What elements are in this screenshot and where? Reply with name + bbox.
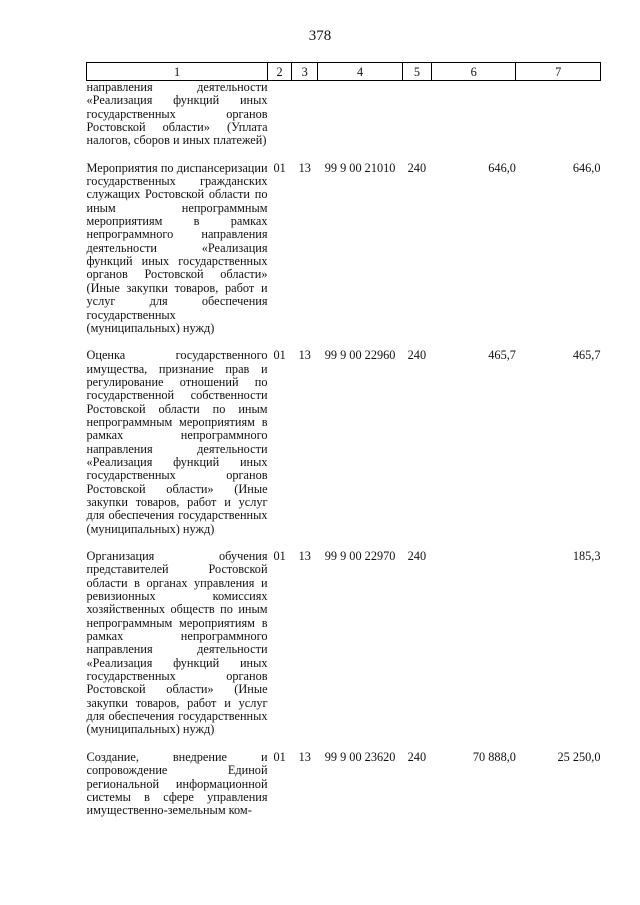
- row-section: [268, 81, 292, 148]
- row-expense-type: 240: [407, 749, 427, 764]
- row-subsection: 13: [298, 160, 311, 175]
- row-target-article: 99 9 00 22970: [324, 549, 396, 563]
- row-target-article: 99 9 00 21010: [324, 160, 396, 175]
- row-subsection: 13: [298, 549, 311, 563]
- header-col-1: 1: [87, 63, 268, 81]
- row-subsection: 13: [298, 749, 311, 764]
- row-section: 01: [273, 160, 286, 175]
- header-col-2: 2: [268, 63, 292, 81]
- header-col-6: 6: [431, 63, 515, 81]
- row-amount-1: 646,0: [488, 160, 516, 175]
- table-header-row: [87, 63, 601, 81]
- table-row: [87, 349, 601, 536]
- row-expense-type: [402, 81, 431, 148]
- row-subsection: 13: [298, 348, 311, 363]
- row-amount-1: 70 888,0: [472, 749, 516, 764]
- header-col-3: 3: [292, 63, 318, 81]
- row-amount-1: 465,7: [488, 348, 516, 363]
- table-row: [87, 550, 601, 737]
- row-amount-2: 646,0: [572, 160, 601, 175]
- row-section: 01: [273, 549, 286, 563]
- header-col-7: 7: [516, 63, 601, 81]
- row-subsection: [292, 81, 318, 148]
- row-expense-type: 240: [407, 160, 427, 175]
- row-amount-2: 185,3: [572, 549, 601, 563]
- row-description: Оценка государственного имущества, признание прав и регулирование отношений по государственной собственности Ростовской области по иным непрограммным мероприятиям в рамках непрограммного направления деятельности «Реализация функций иных государственных органов Ростовской области» (Иные закупки товаров, работ и услуг для обеспечения государственных (муниципальных) нужд): [86, 348, 268, 536]
- row-description: Создание, внедрение и сопровождение Единой региональной информационной системы в сфере управления имущественно-земельным ком-: [86, 749, 268, 818]
- row-amount-2: [516, 81, 601, 148]
- row-amount-1: [431, 81, 515, 148]
- row-expense-type: 240: [407, 348, 427, 363]
- row-section: 01: [273, 749, 286, 764]
- row-amount-1: [431, 550, 515, 737]
- row-description: Мероприятия по диспансеризации государственных гражданских служащих Ростовской области по иным непрограммным мероприятиям в рамках непрограммного направления деятельности «Реализация функций иных государственных органов Ростовской области» (Иные закупки товаров, работ и услуг для обеспечения государственных (муниципальных) нужд): [86, 160, 268, 335]
- row-amount-2: 25 250,0: [557, 749, 601, 764]
- table-row: [87, 751, 601, 818]
- header-col-5: 5: [402, 63, 431, 81]
- row-section: 01: [273, 348, 286, 363]
- row-target-article: 99 9 00 23620: [324, 749, 396, 764]
- header-col-4: 4: [318, 63, 402, 81]
- table-row: [87, 162, 601, 335]
- row-expense-type: 240: [407, 549, 427, 563]
- row-amount-2: 465,7: [572, 348, 601, 363]
- row-description: направления деятельности «Реализация функций иных государственных органов Ростовской области» (Уплата налогов, сборов и иных платежей): [86, 80, 268, 148]
- row-description: Организация обучения представителей Ростовской области в органах управления и ревизионных комиссиях хозяйственных обществ по иным непрограммным мероприятиям в рамках непрограммного направления деятельности «Реализация функций иных государственных органов Ростовской области» (Иные закупки товаров, работ и услуг для обеспечения государственных (муниципальных) нужд): [86, 549, 268, 737]
- budget-table: [86, 62, 601, 818]
- row-target-article: [318, 81, 402, 148]
- table-row: [87, 81, 601, 148]
- row-target-article: 99 9 00 22960: [324, 348, 396, 363]
- page-number: 378: [308, 28, 332, 44]
